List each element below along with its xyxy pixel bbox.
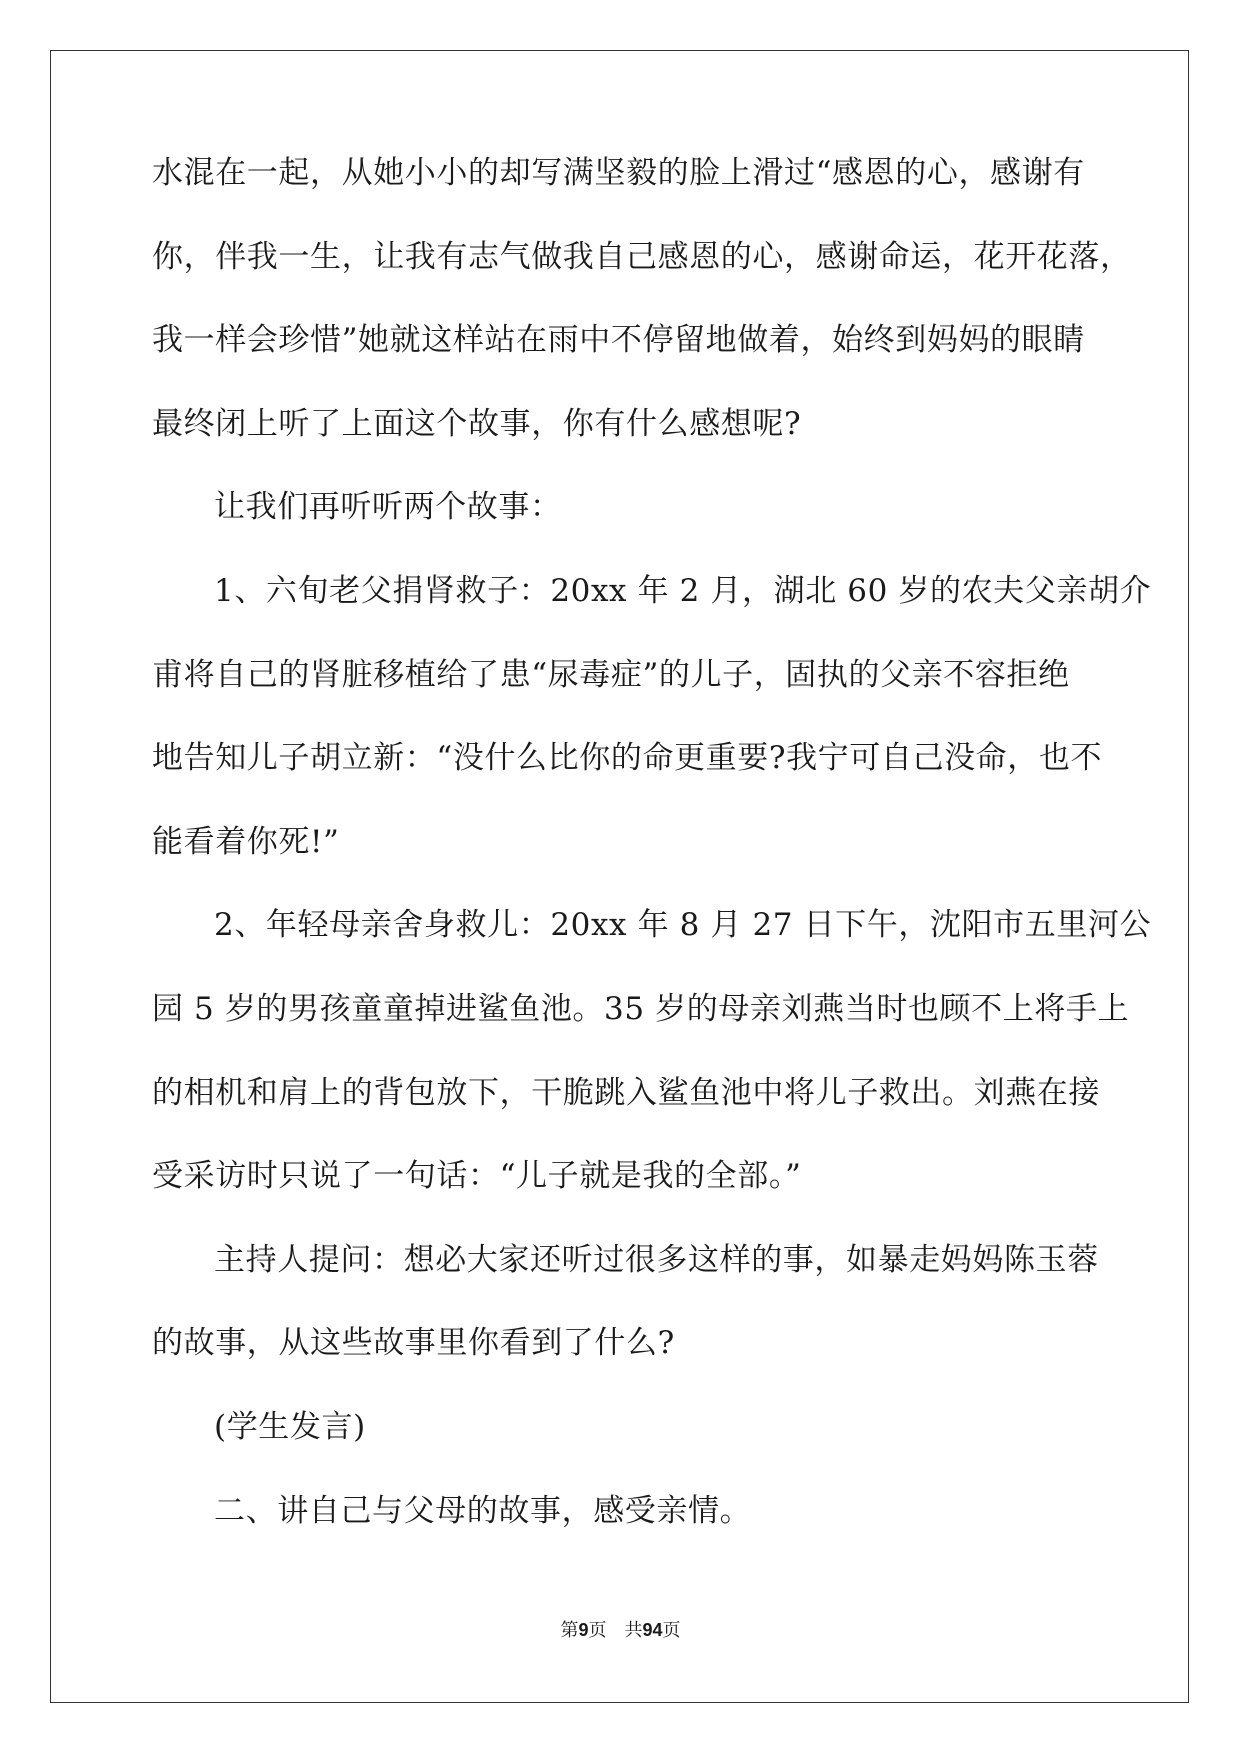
page-footer bbox=[0, 1616, 1241, 1642]
total-pages: 94 bbox=[642, 1620, 663, 1640]
page-prefix: 第 bbox=[560, 1620, 579, 1641]
total-suffix: 页 bbox=[662, 1620, 681, 1641]
text-line: 的相机和肩上的背包放下，干脆跳入鲨鱼池中将儿子救出。刘燕在接 bbox=[152, 1074, 1100, 1111]
total-prefix: 共 bbox=[624, 1620, 643, 1641]
text-line: 我一样会珍惜”她就这样站在雨中不停留地做着，始终到妈妈的眼睛 bbox=[152, 322, 1085, 359]
paragraph-start: 2、年轻母亲舍身救儿：20xx 年 8 月 27 日下午，沈阳市五里河公 bbox=[214, 907, 1152, 944]
text-line: 的故事，从这些故事里你看到了什么? bbox=[152, 1325, 675, 1362]
page-number: 9 bbox=[578, 1620, 589, 1640]
paragraph-start: 让我们再听听两个故事： bbox=[214, 489, 562, 526]
text-line: 甫将自己的肾脏移植给了患“尿毒症”的儿子，固执的父亲不容拒绝 bbox=[152, 656, 1070, 693]
paragraph-start: (学生发言) bbox=[214, 1408, 366, 1445]
text-line: 地告知儿子胡立新：“没什么比你的命更重要?我宁可自己没命，也不 bbox=[152, 740, 1103, 777]
section-heading: 二、讲自己与父母的故事，感受亲情。 bbox=[214, 1492, 752, 1529]
text-line: 受采访时只说了一句话：“儿子就是我的全部。” bbox=[152, 1158, 802, 1195]
text-line: 园 5 岁的男孩童童掉进鲨鱼池。35 岁的母亲刘燕当时也顾不上将手上 bbox=[152, 990, 1130, 1027]
page-suffix: 页 bbox=[588, 1620, 607, 1641]
text-line: 最终闭上听了上面这个故事，你有什么感想呢? bbox=[152, 405, 802, 442]
text-line: 你，伴我一生，让我有志气做我自己感恩的心，感谢命运，花开花落， bbox=[152, 238, 1132, 275]
document-body bbox=[152, 155, 1152, 1576]
text-line: 能看着你死!” bbox=[152, 823, 340, 860]
text-line: 水混在一起，从她小小的却写满坚毅的脸上滑过“感恩的心，感谢有 bbox=[152, 155, 1085, 191]
paragraph-start: 1、六旬老父捐肾救子：20xx 年 2 月，湖北 60 岁的农夫父亲胡介 bbox=[214, 572, 1152, 609]
paragraph-start: 主持人提问：想必大家还听过很多这样的事，如暴走妈妈陈玉蓉 bbox=[214, 1241, 1099, 1278]
